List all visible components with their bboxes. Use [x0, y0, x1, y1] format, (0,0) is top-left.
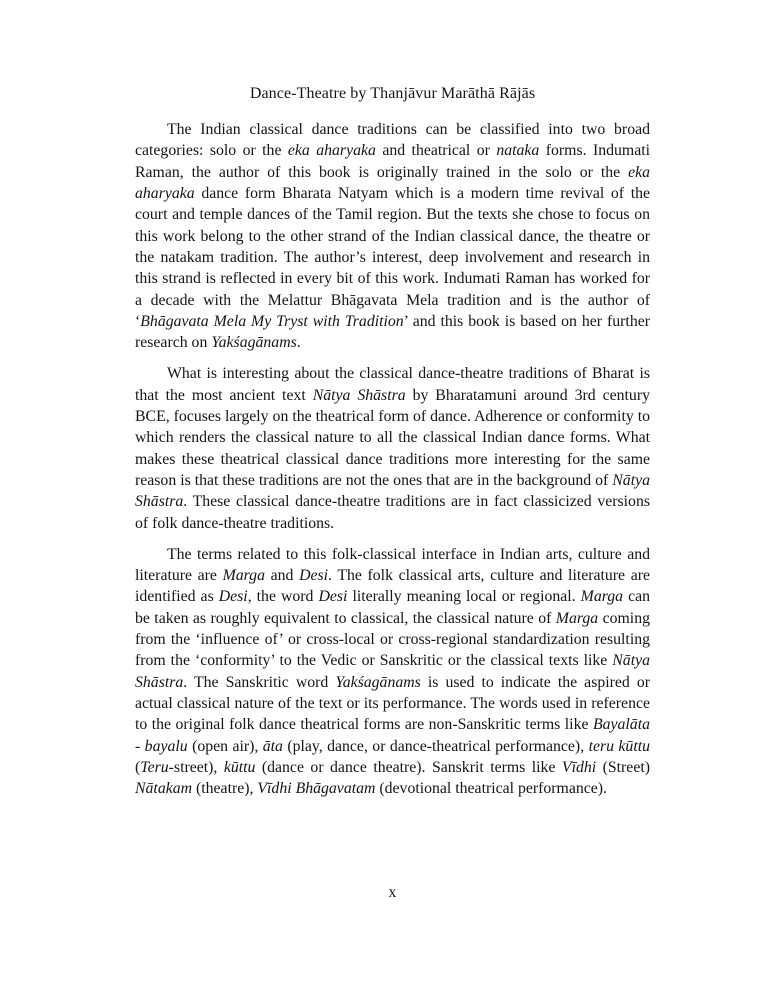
paragraph-2: What is interesting about the classical dance-theatre traditions of Bharat is that the most ancient text Nātya Shāstra by Bharatamuni around 3rd century BCE, focuses largely on the theatrical form of dance. Adherence or conformity to which renders the classical nature to all the classical Indian dance forms. What makes these theatrical classical dance traditions more interesting for the same reason is that these traditions are not the ones that are in the background of Nātya Shāstra. These classical dance-theatre traditions are in fact classicized versions of folk dance-theatre traditions. — [135, 365, 650, 532]
page-title: Dance-Theatre by Thanjāvur Marāthā Rājās — [249, 85, 536, 102]
page-body — [135, 119, 650, 809]
paragraph-1: The Indian classical dance traditions can be classified into two broad categories: solo or the eka aharyaka and theatrical or nataka forms. Indumati Raman, the author of this book is originally trained in the solo or the eka aharyaka dance form Bharata Natyam which is a modern time revival of the court and temple dances of the Tamil region. But the texts she chose to focus on this work belong to the other strand of the Indian classical dance, the theatre or the natakam tradition. The author’s interest, deep involvement and research in this strand is reflected in every bit of this work. Indumati Raman has worked for a decade with the Melattur Bhāgavata Mela tradition and is the author of ‘Bhāgavata Mela My Tryst with Tradition’ and this book is based on her further research on Yakśagānams. — [135, 121, 650, 352]
paragraph-3: The terms related to this folk-classical interface in Indian arts, culture and literature are Marga and Desi. The folk classical arts, culture and literature are identified as Desi, the word Desi literally meaning local or regional. Marga can be taken as roughly equivalent to classical, the classical nature of Marga coming from the ‘influence of’ or cross-local or cross-regional standardization resulting from the ‘conformity’ to the Vedic or Sanskritic or the classical texts like Nātya Shāstra. The Sanskritic word Yakśagānams is used to indicate the aspired or actual classical nature of the text or its performance. The words used in reference to the original folk dance theatrical forms are non-Sanskritic terms like Bayalāta - bayalu (open air), āta (play, dance, or dance-theatrical performance), teru kūttu (Teru-street), kūttu (dance or dance theatre). Sanskrit terms like Vīdhi (Street) Nātakam (theatre), Vīdhi Bhāgavatam (devotional theatrical performance). — [135, 545, 651, 798]
page-number: x — [388, 884, 397, 901]
